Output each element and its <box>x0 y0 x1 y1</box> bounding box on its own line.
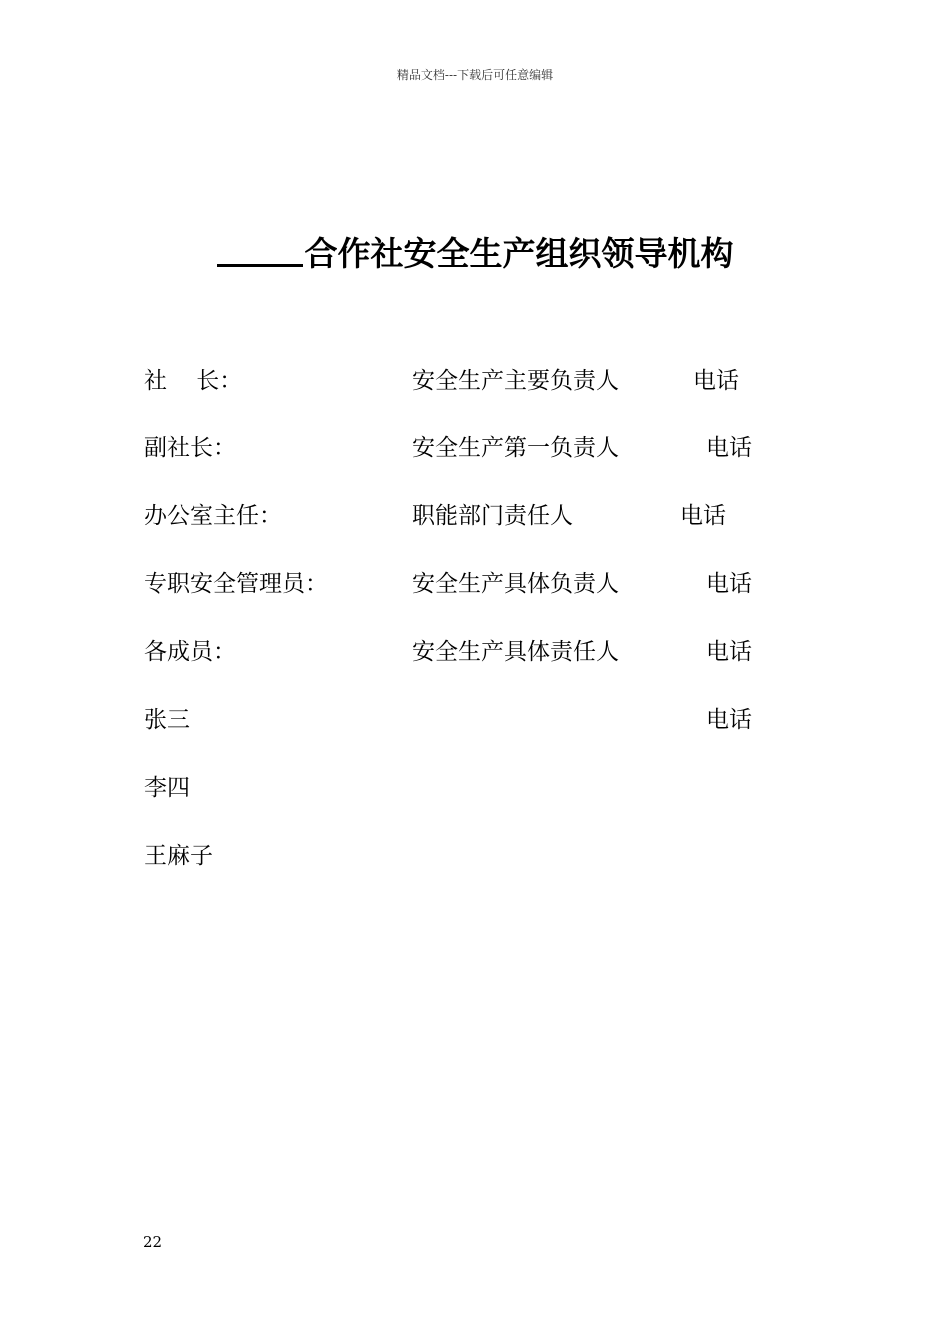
phone-label: 电话 <box>706 571 752 597</box>
phone-label: 电话 <box>706 707 752 733</box>
role-label: 副社长： <box>144 435 236 461</box>
phone-label: 电话 <box>680 503 726 529</box>
member-row <box>0 769 950 805</box>
page-number: 22 <box>143 1233 163 1251</box>
member-row <box>0 837 950 873</box>
phone-label: 电话 <box>706 639 752 665</box>
role-label: 办公室主任： <box>144 503 282 529</box>
duty-label: 职能部门责任人 <box>412 503 573 529</box>
duty-label: 安全生产具体责任人 <box>412 639 619 665</box>
member-name: 王麻子 <box>144 843 213 869</box>
duty-label: 安全生产主要负责人 <box>412 368 619 394</box>
header-note: 精品文档---下载后可任意编辑 <box>396 68 554 82</box>
roster-row-vice-president <box>0 429 950 465</box>
phone-label: 电话 <box>693 368 739 394</box>
roster-row-safety-officer <box>0 565 950 601</box>
document-title <box>0 228 950 275</box>
role-label: 社 长： <box>144 368 243 394</box>
roster-row-office-director <box>0 497 950 533</box>
role-label: 各成员： <box>144 639 236 665</box>
duty-label: 安全生产具体负责人 <box>412 571 619 597</box>
phone-label: 电话 <box>706 435 752 461</box>
member-row <box>0 701 950 737</box>
duty-label: 安全生产第一负责人 <box>412 435 619 461</box>
member-name: 李四 <box>144 775 190 801</box>
roster-row-president <box>0 362 950 398</box>
roster-row-members <box>0 633 950 669</box>
role-label: 专职安全管理员： <box>144 571 328 597</box>
member-name: 张三 <box>144 707 190 733</box>
title-text: 合作社安全生产组织领导机构 <box>304 234 734 273</box>
title-blank-line <box>217 234 303 267</box>
